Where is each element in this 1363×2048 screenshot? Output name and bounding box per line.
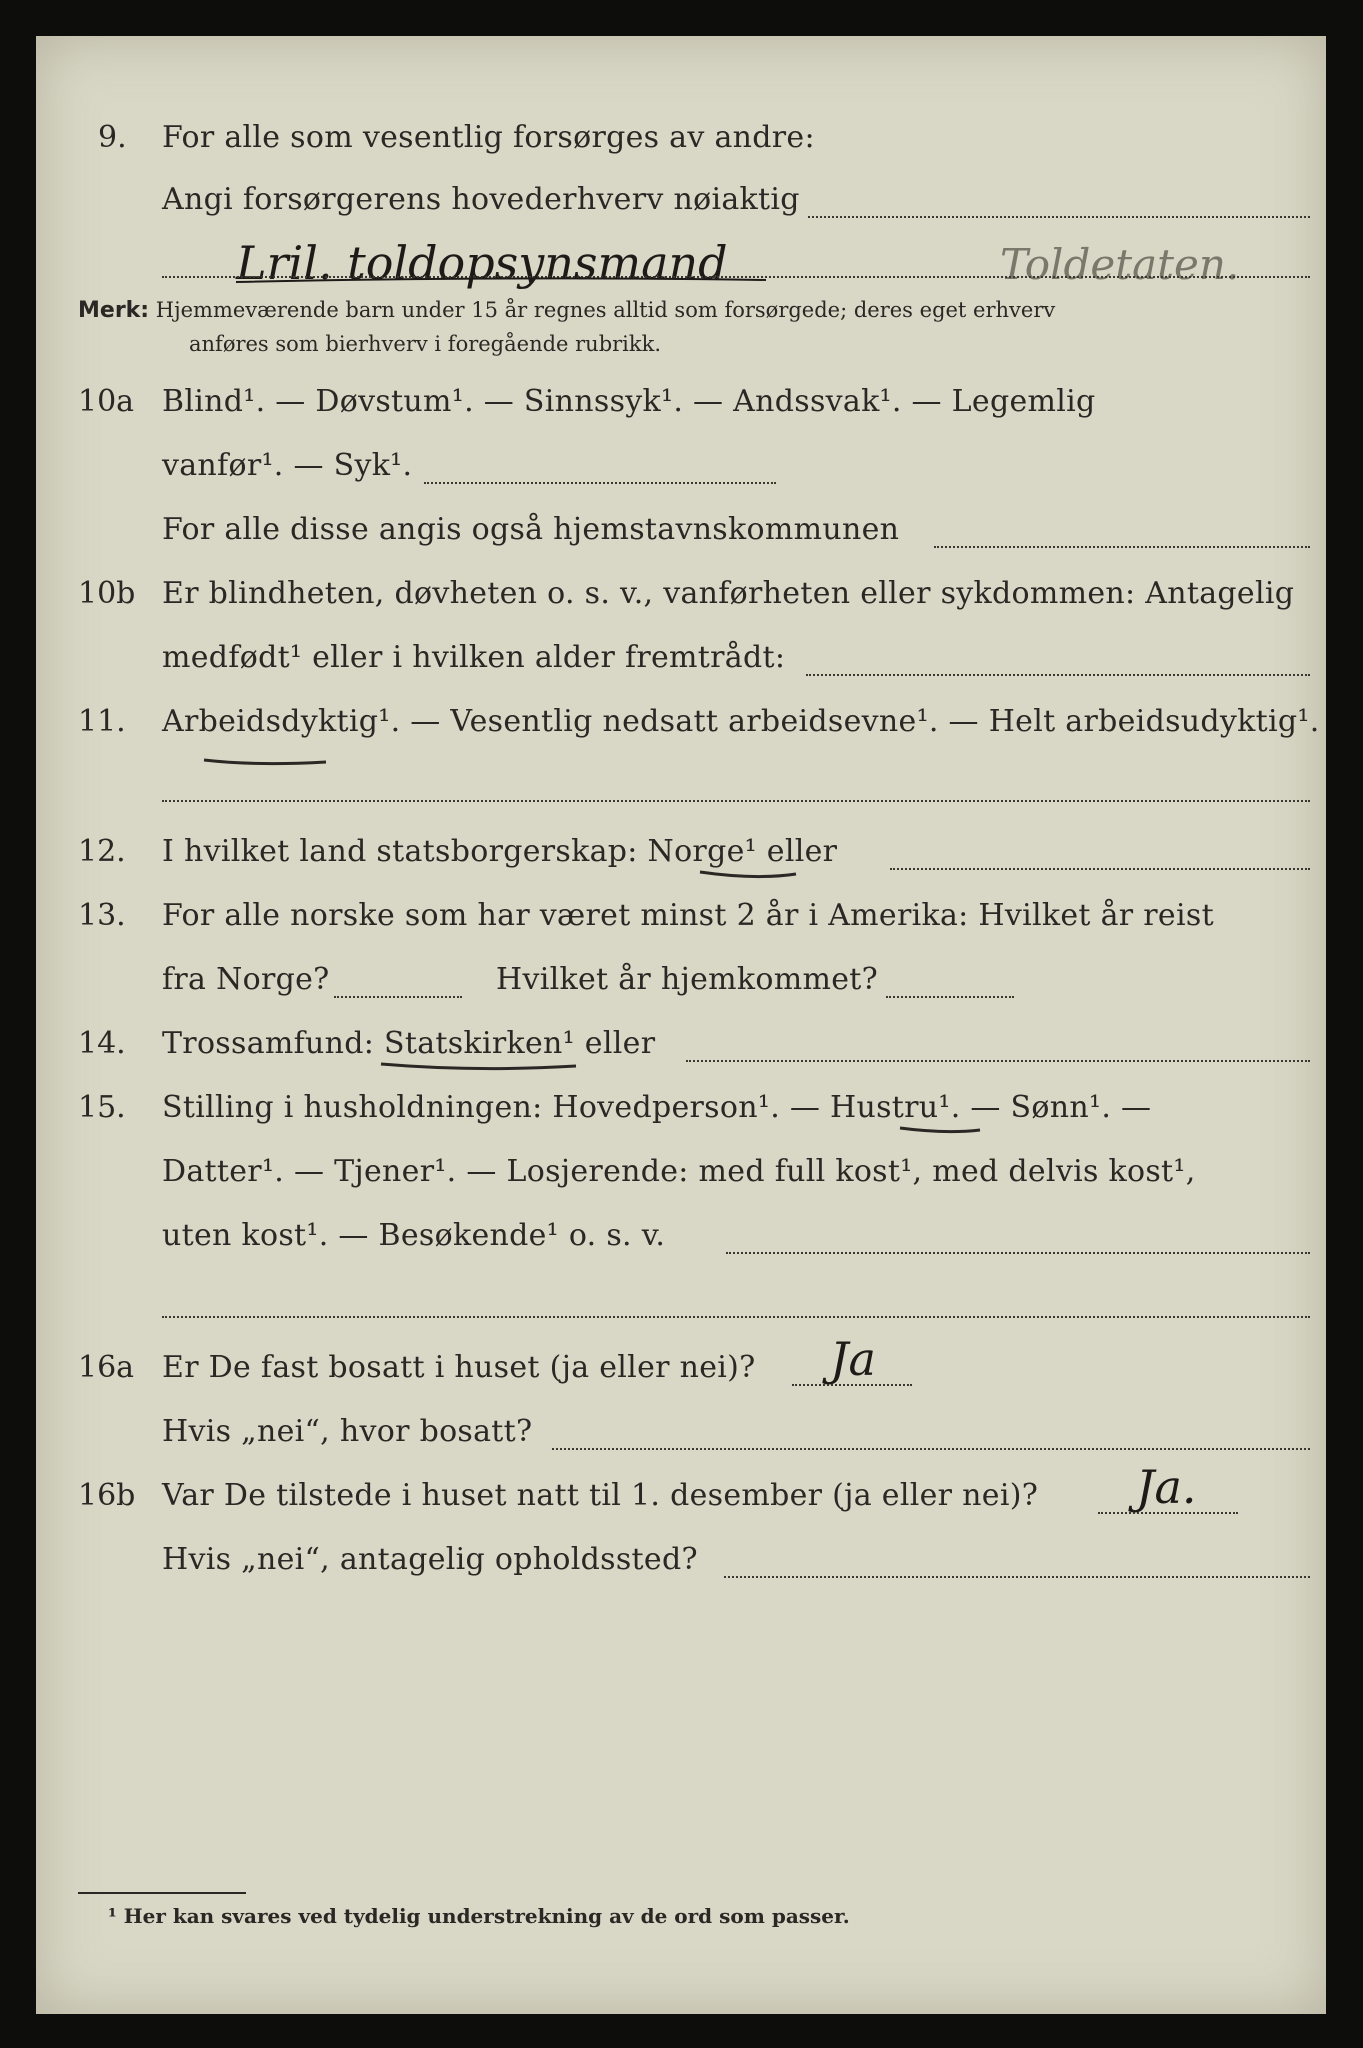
merk-label: Merk: xyxy=(78,298,150,323)
q12-line1: I hvilket land statsborgerskap: Norge¹ eller xyxy=(162,834,838,869)
q13-line2a: fra Norge? xyxy=(162,962,330,997)
q14-line1: Trossamfund: Statskirken¹ eller xyxy=(162,1026,656,1061)
merk-line2: anføres som bierhverv i foregående rubrikk. xyxy=(189,332,662,356)
q9-answer2-handwritten: Toldetaten. xyxy=(1000,240,1240,289)
q16a-number: 16a xyxy=(78,1350,135,1385)
q15-number: 15. xyxy=(78,1090,126,1125)
q16a-answer-handwritten: Ja xyxy=(830,1332,876,1386)
merk-line1: Hjemmeværende barn under 15 år regnes alltid som forsørgede; deres eget erhverv xyxy=(155,298,1056,322)
q13-number: 13. xyxy=(78,898,126,933)
q9-answer-handwritten: Lril. toldopsynsmand xyxy=(236,236,728,290)
q13-line2b: Hvilket år hjemkommet? xyxy=(496,962,879,997)
q10a-line3: For alle disse angis også hjemstavnskommunen xyxy=(162,512,900,547)
q15-line3: uten kost¹. — Besøkende¹ o. s. v. xyxy=(162,1218,666,1253)
q9-line1: For alle som vesentlig forsørges av andre: xyxy=(162,120,815,155)
q16b-answer-handwritten: Ja. xyxy=(1136,1460,1197,1514)
q16b-line1: Var De tilstede i huset natt til 1. desember (ja eller nei)? xyxy=(162,1478,1039,1513)
q10b-line1: Er blindheten, døvheten o. s. v., vanførheten eller sykdommen: Antagelig xyxy=(162,576,1295,611)
q12-number: 12. xyxy=(78,834,126,869)
handwriting-underline-q9 xyxy=(236,278,766,282)
q15-line2: Datter¹. — Tjener¹. — Losjerende: med full kost¹, med delvis kost¹, xyxy=(162,1154,1196,1189)
q15-line1: Stilling i husholdningen: Hovedperson¹. — Hustru¹. — Sønn¹. — xyxy=(162,1090,1152,1125)
footnote-text: ¹ Her kan svares ved tydelig understrekning av de ord som passer. xyxy=(108,1904,850,1928)
q10b-number: 10b xyxy=(78,576,136,611)
underline-marks xyxy=(36,36,1326,2014)
footnote-rule xyxy=(78,1892,246,1894)
q10a-number: 10a xyxy=(78,384,135,419)
q9-number: 9. xyxy=(98,120,127,155)
q16a-line1: Er De fast bosatt i huset (ja eller nei)? xyxy=(162,1350,756,1385)
q11-line1: Arbeidsdyktig¹. — Vesentlig nedsatt arbeidsevne¹. — Helt arbeidsudyktig¹. xyxy=(162,704,1320,739)
q11-number: 11. xyxy=(78,704,126,739)
underline-norge xyxy=(700,872,796,877)
underline-arbeidsdyktig xyxy=(204,760,326,764)
q16a-line2: Hvis „nei“, hvor bosatt? xyxy=(162,1414,533,1449)
q10b-line2: medfødt¹ eller i hvilken alder fremtrådt: xyxy=(162,640,786,675)
census-form-page xyxy=(36,36,1326,2014)
underline-statskirken xyxy=(381,1064,576,1069)
q16b-line2: Hvis „nei“, antagelig opholdssted? xyxy=(162,1542,698,1577)
q13-line1: For alle norske som har været minst 2 år i Amerika: Hvilket år reist xyxy=(162,898,1214,933)
q9-line2: Angi forsørgerens hovederhverv nøiaktig xyxy=(162,182,800,217)
q14-number: 14. xyxy=(78,1026,126,1061)
q10a-line1: Blind¹. — Døvstum¹. — Sinnssyk¹. — Andssvak¹. — Legemlig xyxy=(162,384,1096,419)
q16b-number: 16b xyxy=(78,1478,136,1513)
underline-hustru xyxy=(900,1128,980,1132)
q10a-line2: vanfør¹. — Syk¹. xyxy=(162,448,413,483)
